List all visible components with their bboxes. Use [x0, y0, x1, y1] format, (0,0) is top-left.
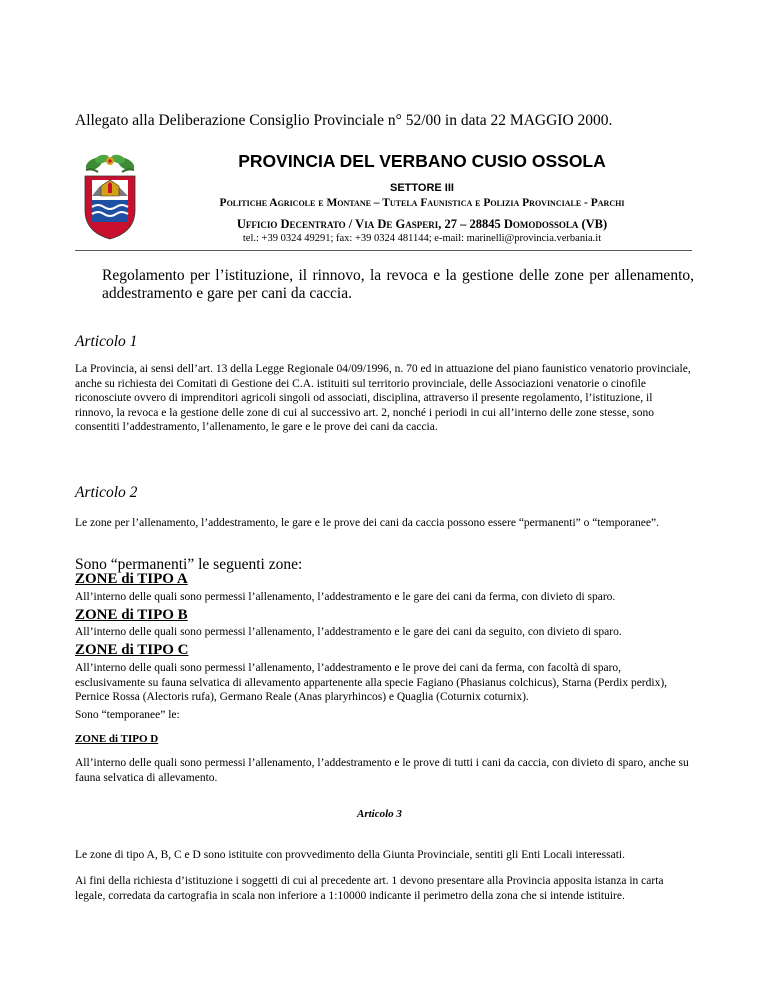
shield-emblem — [92, 180, 128, 222]
allegato-line: Allegato alla Deliberazione Consiglio Provinciale n° 52/00 in data 22 MAGGIO 2000. — [75, 112, 613, 129]
articolo-3-heading: Articolo 3 — [357, 808, 402, 820]
office-address: Ufficio Decentrato / Via De Gasperi, 27 – 28845 Domodossola (VB) — [236, 217, 608, 231]
laurel-crown — [84, 153, 137, 173]
zona-c-text: All’interno delle quali sono permessi l’allenamento, l’addestramento e le prove dei cani da ferma, con facoltà di sparo, esclusivamente su fauna selvatica di allevamento appartenente alla specie Fagiano (Phasianus colchicus), Starna (Perdix perdix), Pernice Rossa (Alectoris rufa), Germano Reale (Anas plaryrhincos) e Quaglia (Coturnix coturnix). — [75, 662, 668, 703]
zona-a-title: ZONE di TIPO A — [75, 571, 188, 587]
articolo-2-intro: Le zone per l’allenamento, l’addestramento, le gare e le prove dei cani da caccia possono essere “permanenti” o “temporanee”. — [75, 517, 659, 529]
permanenti-label: Sono “permanenti” le seguenti zone: — [75, 556, 303, 573]
zona-b-text: All’interno delle quali sono permessi l’allenamento, l’addestramento e le gare dei cani da seguito, con divieto di sparo. — [75, 626, 622, 638]
zona-c-title: ZONE di TIPO C — [75, 642, 189, 658]
coat-of-arms-logo — [80, 152, 140, 240]
zona-d-title: ZONE di TIPO D — [75, 733, 159, 745]
articolo-2-heading: Articolo 2 — [75, 484, 138, 501]
zona-a-text: All’interno delle quali sono permessi l’allenamento, l’addestramento e le gare dei cani da ferma, con divieto di sparo. — [75, 591, 616, 603]
settore-label: SETTORE III — [390, 182, 454, 194]
settore-description: Politiche Agricole e Montane – Tutela Faunistica e Polizia Provinciale - Parchi — [219, 197, 625, 209]
articolo-3-p1: Le zone di tipo A, B, C e D sono istituite con provvedimento della Giunta Provinciale, sentiti gli Enti Locali interessati. — [75, 849, 625, 861]
contact-line: tel.: +39 0324 49291; fax: +39 0324 481144; e-mail: marinelli@provincia.verbania.it — [242, 233, 602, 244]
articolo-3-p2: Ai fini della richiesta d’istituzione i soggetti di cui al precedente art. 1 devono presentare alla Provincia apposita istanza in carta legale, corredata da cartografia in scala non inferiore a 1:10000 indicante il perimetro della zona che si intende istituire. — [75, 875, 664, 902]
articolo-1-text: La Provincia, ai sensi dell’art. 13 della Legge Regionale 04/09/1996, n. 70 ed in attuazione del piano faunistico venatorio provinciale, anche su richiesta dei Comitati di Gestione dei C.A. istituiti sul territorio provinciale, delle Associazioni venatorie o cinofile riconosciute ovvero di imprenditori agricoli singoli od associati, disciplina, attraverso il presente regolamento, l’istituzione, il rinnovo, la revoca e la gestione delle zone di cui al successivo art. 2, nonché i periodi in cui all’interno delle zone stesse, sono consentiti l’addestramento, l’allenamento, le gare e le prove dei cani da caccia. — [75, 363, 691, 433]
articolo-1-heading: Articolo 1 — [75, 333, 138, 350]
zona-b-title: ZONE di TIPO B — [75, 607, 188, 623]
regolamento-title: Regolamento per l’istituzione, il rinnovo, la revoca e la gestione delle zone per allenamento, addestramento e gare per cani da caccia. — [102, 267, 694, 302]
header-divider — [75, 250, 692, 251]
zona-d-text: All’interno delle quali sono permessi l’allenamento, l’addestramento e le prove di tutti i cani da caccia, con divieto di sparo, anche su fauna selvatica di allevamento. — [75, 757, 689, 784]
provincia-title: PROVINCIA DEL VERBANO CUSIO OSSOLA — [238, 151, 606, 171]
temporanee-label: Sono “temporanee” le: — [75, 709, 180, 721]
